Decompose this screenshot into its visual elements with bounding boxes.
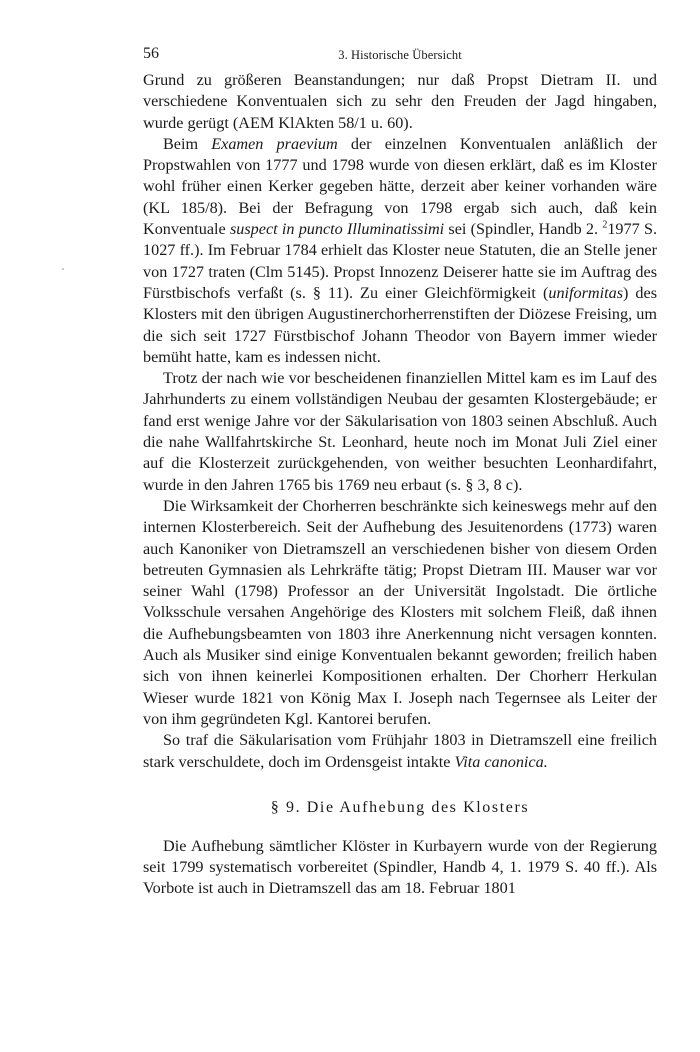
paragraph bbox=[143, 134, 657, 368]
scan-speck bbox=[62, 268, 64, 270]
chapter-title: 3. Historische Übersicht bbox=[338, 48, 462, 62]
paragraph bbox=[143, 368, 657, 496]
text-run: sei (Spindler, Handb 2. bbox=[444, 220, 603, 239]
superscript-edition-number: 2 bbox=[602, 219, 608, 231]
text-run: 1977 S. 1027 ff.). Im Februar 1784 erhielt das Kloster neue Statuten, die an Stelle jener von 1727 traten (Clm 5145). Propst Innozenz Deiserer hatte sie im Auftrag des Fürstbischofs verfaßt (s. § 11). Zu einer Gleichförmigkeit ( bbox=[143, 220, 658, 302]
italic-term: Vita canonica. bbox=[454, 752, 548, 771]
text-run: So traf die Säkularisation vom Frühjahr 1803 in Dietramszell eine freilich stark verschuldete, doch im Ordensgeist intakte bbox=[143, 731, 657, 771]
paragraphs-after bbox=[143, 836, 657, 900]
text-run: Grund zu größeren Beanstandungen; nur daß Propst Dietram II. und verschiedene Konventualen sich zu sehr den Freuden der Jagd hingaben, wurde gerügt (AEM KlAkten 58/1 u. 60). bbox=[143, 71, 657, 132]
text-run: Trotz der nach wie vor bescheidenen finanziellen Mittel kam es im Lauf des Jahrhunderts zu einem vollständigen Neubau der gesamten Klostergebäude; er fand erst wenige Jahre vor der Säkularisation von 1803 seinen Abschluß. Auch die nahe Wallfahrtskirche St. Leonhard, heute noch im Monat Juli Ziel einer auf die Klosterzeit zurückgehenden, von weither besuchten Leonhardifahrt, wurde in den Jahren 1765 bis 1769 neu erbaut (s. § 3, 8 c). bbox=[143, 369, 657, 494]
paragraphs-before bbox=[143, 70, 657, 773]
paragraph bbox=[143, 496, 657, 730]
page-number: 56 bbox=[143, 45, 159, 62]
italic-term: suspect in puncto Illuminatissimi bbox=[229, 220, 445, 239]
body-text bbox=[143, 70, 657, 900]
paragraph bbox=[143, 730, 657, 773]
text-run: ) des Klosters mit den übrigen Augustinerchorherrenstiften der Diözese Freising, um die sich seit 1727 Fürstbischof Johann Theodor von Bayern immer wieder bemüht hatte, kam es indessen nicht. bbox=[143, 283, 657, 366]
text-run: der einzelnen Konventualen anläßlich der Propstwahlen von 1777 und 1798 wurde von diesen erklärt, daß es im Kloster wohl früher einen Kerker gegeben hätte, derzeit aber keiner vorhanden wäre (KL 185/8). Bei der Befragung von 1798 ergab sich auch, daß kein Konventuale bbox=[143, 134, 658, 239]
paragraph bbox=[143, 70, 657, 134]
running-head bbox=[143, 44, 657, 70]
text-run: Die Wirksamkeit der Chorherren beschränkte sich keineswegs mehr auf den internen Klosterbereich. Seit der Aufhebung des Jesuitenordens (1773) waren auch Kanoniker von Dietramszell an verschiedenen bisher von diesem Orden betreuten Gymnasien als Lehrkräfte tätig; Propst Dietram III. Mauser war vor seiner Wahl (1798) Professor an der Universität Ingolstadt. Die örtliche Volksschule versahen Angehörige des Klosters mit solchem Fleiß, daß ihnen die Aufhebungsbeamten von 1803 ihre Anerkennung nicht versagen konnten. Auch als Musiker sind einige Konventualen bekannt geworden; freilich haben sich von ihnen keinerlei Kompositionen erhalten. Der Chorherr Herkulan Wieser wurde 1821 von König Max I. Joseph nach Tegernsee als Leiter der von ihm gegründeten Kgl. Kantorei berufen. bbox=[143, 496, 657, 728]
section-heading: § 9. Die Aufhebung des Klosters bbox=[270, 798, 530, 816]
text-run: Die Aufhebung sämtlicher Klöster in Kurbayern wurde von der Regierung seit 1799 systematisch vorbereitet (Spindler, Handb 4, 1. 1979 S. 40 ff.). Als Vorbote ist auch in Dietramszell das am 18. Februar 1801 bbox=[143, 836, 657, 898]
italic-term: uniformitas bbox=[548, 283, 623, 302]
book-page bbox=[143, 44, 657, 900]
paragraph bbox=[143, 836, 657, 900]
text-run: Beim bbox=[163, 134, 212, 153]
italic-term: Examen praevium bbox=[211, 134, 338, 153]
